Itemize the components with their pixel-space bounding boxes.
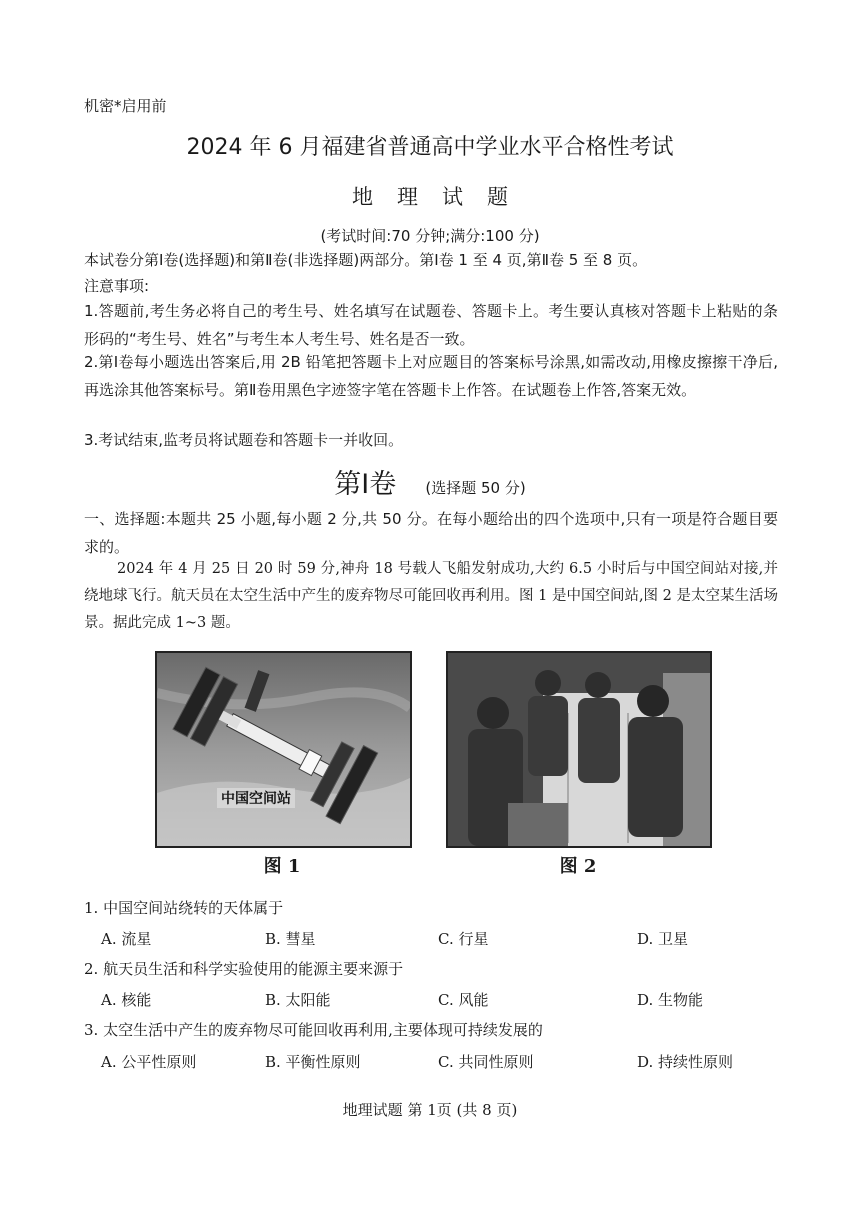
question-1-option-c: C. 行星: [438, 930, 489, 948]
part1-subtitle: (选择题 50 分): [425, 479, 526, 497]
question-passage: 2024 年 4 月 25 日 20 时 59 分,神舟 18 号载人飞船发射成功,大约 6.5 小时后与中国空间站对接,并绕地球飞行。航天员在太空生活中产生的废弃物尽可能回收再利用。图 1 是中国空间站,图 2 是太空某生活场景。据此完成 1~3 题。: [84, 561, 778, 631]
question-3-stem: 3. 太空生活中产生的废弃物尽可能回收再利用,主要体现可持续发展的: [84, 1021, 543, 1039]
figure-2-image: [446, 651, 712, 848]
part1-title: 第Ⅰ卷: [334, 469, 397, 500]
question-3-option-b: B. 平衡性原则: [265, 1053, 361, 1071]
question-3-option-d: D. 持续性原则: [637, 1053, 734, 1071]
question-2-option-a: A. 核能: [101, 991, 152, 1009]
exam-title: 2024 年 6 月福建省普通高中学业水平合格性考试: [186, 135, 674, 160]
figure-2-caption: 图 2: [559, 856, 597, 877]
paper-overview: 本试卷分第Ⅰ卷(选择题)和第Ⅱ卷(非选择题)两部分。第Ⅰ卷 1 至 4 页,第Ⅱ卷 5 至 8 页。: [84, 251, 648, 269]
question-1-option-a: A. 流星: [101, 930, 152, 948]
part1-heading: [0, 462, 860, 501]
figure-1-label: 中国空间站: [217, 788, 295, 808]
notice-item-1: 1.答题前,考生务必将自己的考生号、姓名填写在试题卷、答题卡上。考生要认真核对答题卡上粘贴的条形码的“考生号、姓名”与考生本人考生号、姓名是否一致。: [84, 302, 778, 348]
question-3-option-c: C. 共同性原则: [438, 1053, 534, 1071]
question-1-option-b: B. 彗星: [265, 930, 316, 948]
question-2-option-b: B. 太阳能: [265, 991, 331, 1009]
notice-item-2: 2.第Ⅰ卷每小题选出答案后,用 2B 铅笔把答题卡上对应题目的答案标号涂黑,如需改动,用橡皮擦擦干净后,再选涂其他答案标号。第Ⅱ卷用黑色字迹签字笔在答题卡上作答。在试题卷上作答,答案无效。: [84, 353, 778, 399]
question-2-option-c: C. 风能: [438, 991, 489, 1009]
question-3-option-a: A. 公平性原则: [101, 1053, 197, 1071]
notice-item-3: 3.考试结束,监考员将试题卷和答题卡一并收回。: [84, 431, 404, 449]
exam-time-info: (考试时间:70 分钟;满分:100 分): [320, 227, 540, 245]
astronaut-life-scene: [448, 653, 710, 846]
page-footer: 地理试题 第 1页 (共 8 页): [342, 1101, 518, 1119]
figure-1-caption: 图 1: [263, 856, 301, 877]
notice-title: 注意事项:: [84, 277, 150, 295]
question-1-option-d: D. 卫星: [637, 930, 689, 948]
section-intro: 一、选择题:本题共 25 小题,每小题 2 分,共 50 分。在每小题给出的四个选项中,只有一项是符合题目要求的。: [84, 510, 778, 556]
subject-title: 地理试题: [352, 185, 532, 209]
question-1-stem: 1. 中国空间站绕转的天体属于: [84, 899, 284, 917]
figure-1-image: [155, 651, 412, 848]
question-2-option-d: D. 生物能: [637, 991, 704, 1009]
confidential-label: 机密*启用前: [84, 97, 167, 115]
question-2-stem: 2. 航天员生活和科学实验使用的能源主要来源于: [84, 960, 404, 978]
space-station-illustration: [157, 653, 410, 846]
